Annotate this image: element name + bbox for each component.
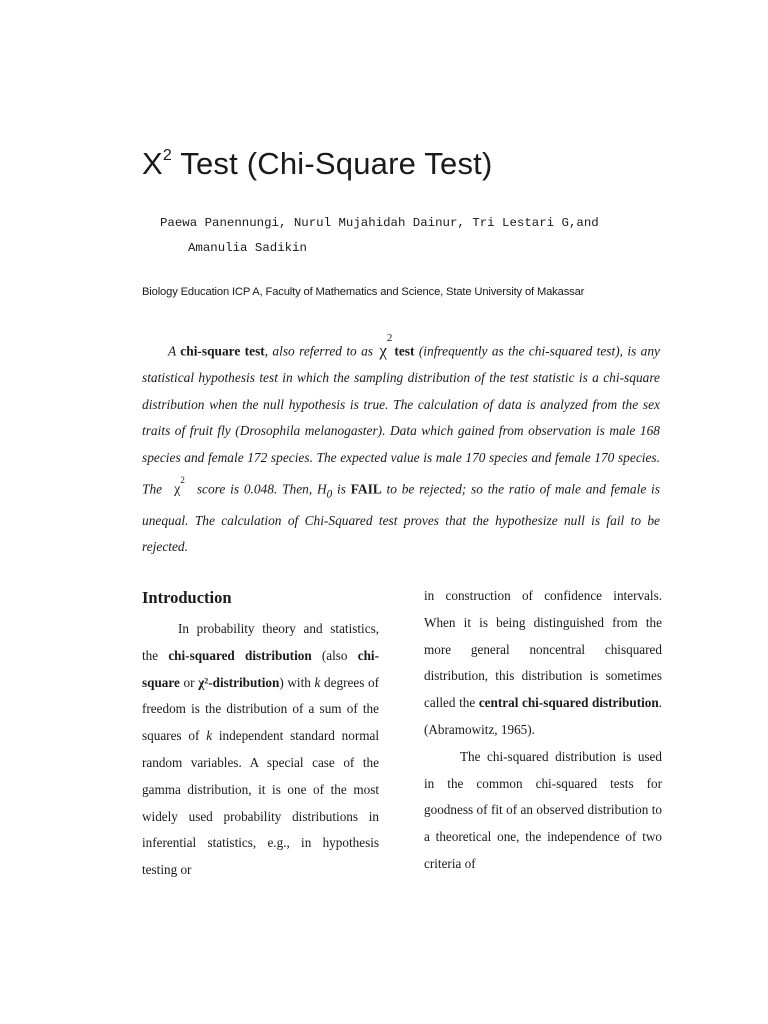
h-subscript: 0: [326, 487, 333, 500]
paper-title: [142, 148, 493, 179]
affiliation: Biology Education ICP A, Faculty of Mathematics and Science, State University of Makassar: [142, 286, 585, 298]
title-superscript: 2: [162, 146, 172, 164]
abstract-text: (infrequently as the chi-squared test), is any statistical hypothesis test in which the sampling distribution of the test statistic is a chi-square distribution when the null hypothesis is true. The calculation of data is analyzed from the sex traits of fruit fly (Drosophila melanogaster). Data which gained from observation is male 168 species and female 172 species. The expected value is male 170 species and female 170 species. The: [142, 343, 660, 497]
abstract-text: score is 0.048. Then, H: [196, 481, 327, 497]
abstract-text: to be rejected; so the ratio of male and female is unequal. The calculation of Chi-Squared test proves that the hypothesize null is fail to be rejected.: [142, 481, 660, 555]
title-symbol: X: [142, 146, 163, 181]
section-heading-introduction: Introduction: [142, 588, 232, 607]
author-line-1: Paewa Panennungi, Nurul Mujahidah Dainur, Tri Lestari G,and: [160, 216, 599, 230]
column-right: [424, 583, 662, 878]
abstract-text: , also referred to as: [264, 343, 378, 359]
intro-paragraph-2: The chi-squared distribution is used in the common chi-squared tests for goodness of fit of an observed distribution to a theoretical one, the independence of two criteria of: [424, 748, 662, 871]
chi-squared-symbol-2: $\chi^2$: [174, 474, 185, 498]
fail-word: FAIL: [350, 481, 382, 497]
intro-paragraph-1-continued: in construction of confidence intervals. When it is being distinguished from the more general noncentral chisquared distribution, this distribution is sometimes called the central chi-squared distribution. (Abramowitz, 1965).: [424, 588, 662, 737]
author-list: [160, 211, 660, 261]
abstract-text: A: [168, 343, 181, 359]
chi-squared-symbol: $\chi^2$: [379, 332, 393, 360]
intro-paragraph-1-start: In probability theory and statistics, the chi-squared distribution (also chi-square or χ²-distribution) with k degrees of freedom is the distribution of a sum of the squares of k independent standard normal random variables. A special case of the gamma distribution, it is one of the most widely used probability distributions in inferential statistics, e.g., in hypothesis testing or: [142, 621, 379, 878]
title-text: Test (Chi-Square Test): [180, 146, 493, 181]
author-line-2: Amanulia Sadikin: [188, 241, 307, 255]
column-left: [142, 585, 379, 884]
abstract-test-word: test: [394, 343, 415, 359]
abstract: [142, 333, 660, 561]
abstract-term: chi-square test: [180, 343, 265, 359]
abstract-text: is: [332, 481, 351, 497]
